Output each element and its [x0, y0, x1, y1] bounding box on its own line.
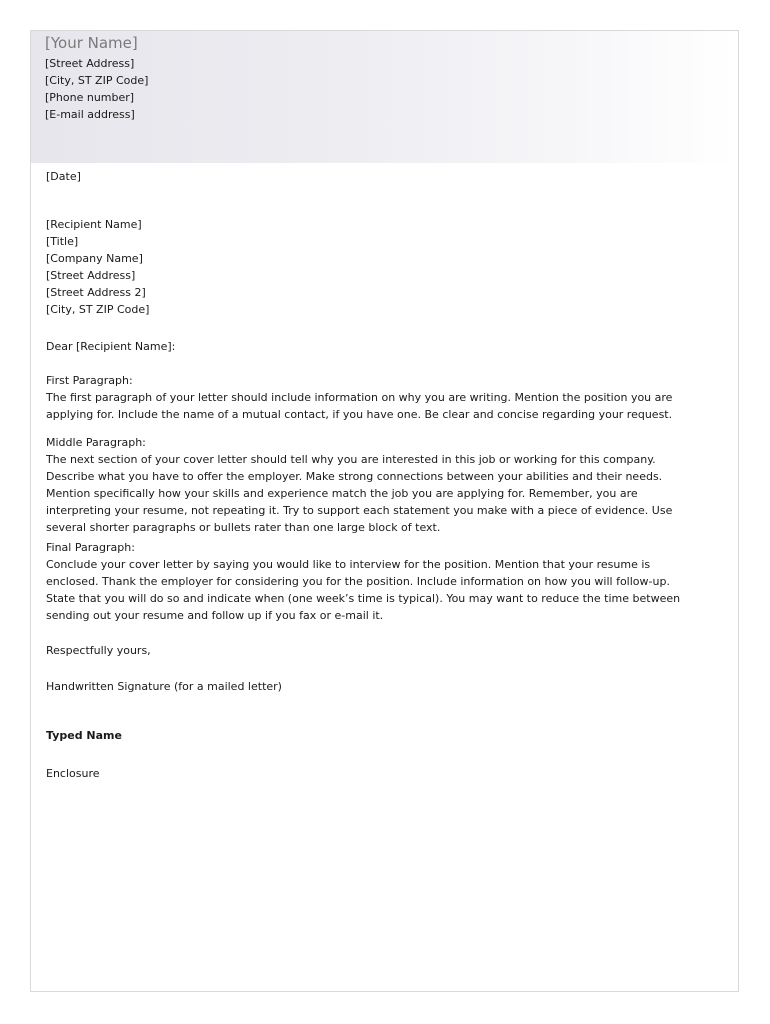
closing: Respectfully yours,: [46, 644, 151, 657]
final-paragraph-line: sending out your resume and follow up if you fax or e-mail it.: [46, 609, 384, 622]
first-paragraph: [46, 372, 726, 423]
middle-paragraph-line: several shorter paragraphs or bullets rater than one large block of text.: [46, 521, 441, 534]
middle-paragraph-line: interpreting your resume, not repeating it. Try to support each statement you make with a piece of evidence. Use: [46, 504, 673, 517]
salutation: Dear [Recipient Name]:: [46, 340, 176, 353]
recipient-street: [Street Address]: [46, 269, 136, 282]
letterhead-band: [31, 31, 738, 163]
letter-date: [Date]: [46, 170, 81, 183]
recipient-street2: [Street Address 2]: [46, 286, 146, 299]
sender-phone: [Phone number]: [45, 91, 135, 104]
sender-name: [Your Name]: [45, 34, 138, 52]
final-paragraph: [46, 539, 726, 624]
first-paragraph-line: The first paragraph of your letter should include information on why you are writing. Mention the position you are: [46, 391, 673, 404]
sender-street: [Street Address]: [45, 57, 135, 70]
first-paragraph-line: applying for. Include the name of a mutual contact, if you have one. Be clear and concise regarding your request.: [46, 408, 673, 421]
letter-page: [30, 30, 739, 992]
signature-note: Handwritten Signature (for a mailed letter): [46, 680, 282, 693]
typed-name: Typed Name: [46, 729, 122, 742]
final-paragraph-line: State that you will do so and indicate when (one week’s time is typical). You may want to reduce the time between: [46, 592, 681, 605]
middle-paragraph-line: Mention specifically how your skills and experience match the job you are applying for. Remember, you are: [46, 487, 638, 500]
enclosure: Enclosure: [46, 767, 100, 780]
sender-city: [City, ST ZIP Code]: [45, 74, 149, 87]
sender-block: [45, 33, 148, 123]
final-paragraph-line: enclosed. Thank the employer for considering you for the position. Include information on how you will follow-up.: [46, 575, 670, 588]
recipient-name: [Recipient Name]: [46, 218, 142, 231]
middle-paragraph-line: Describe what you have to offer the employer. Make strong connections between your abilities and their needs.: [46, 470, 663, 483]
final-paragraph-heading: Final Paragraph:: [46, 541, 135, 554]
recipient-city: [City, ST ZIP Code]: [46, 303, 150, 316]
first-paragraph-heading: First Paragraph:: [46, 374, 133, 387]
sender-email: [E-mail address]: [45, 108, 135, 121]
recipient-block: [46, 216, 149, 318]
final-paragraph-line: Conclude your cover letter by saying you would like to interview for the position. Mention that your resume is: [46, 558, 651, 571]
middle-paragraph-line: The next section of your cover letter should tell why you are interested in this job or working for this company.: [46, 453, 656, 466]
recipient-company: [Company Name]: [46, 252, 143, 265]
recipient-title: [Title]: [46, 235, 79, 248]
middle-paragraph-heading: Middle Paragraph:: [46, 436, 146, 449]
middle-paragraph: [46, 434, 726, 536]
